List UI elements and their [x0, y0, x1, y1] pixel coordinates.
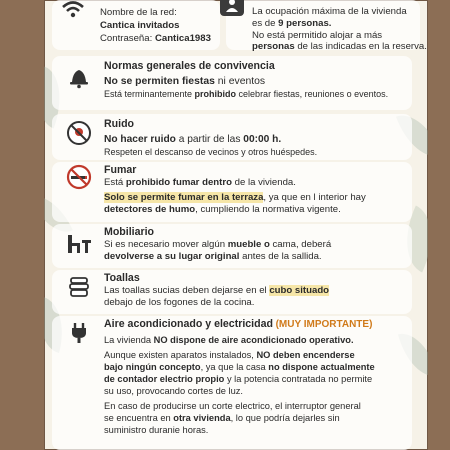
- furniture-icon: [66, 230, 92, 256]
- fumar-l2-hl: Solo se permite fumar en la terraza: [104, 192, 264, 204]
- aire-p2-l4: su uso, provocando cortes de luz.: [104, 386, 244, 396]
- occupancy-card: [226, 0, 427, 53]
- aire-l1-a: La vivienda: [104, 335, 154, 345]
- aire-p2-l3-rest: y la potencia contratada no permite: [224, 374, 373, 384]
- convivencia-l1-rest: ni eventos: [214, 76, 266, 87]
- toallas-title: Toallas: [104, 272, 140, 284]
- house-rules-sheet: [44, 0, 428, 450]
- fumar-l1-bold: prohibido fumar dentro: [125, 177, 232, 188]
- toallas-l2: debajo de los fogones de la cocina.: [104, 297, 255, 309]
- rule-aire: [52, 316, 412, 450]
- password-label: Contraseña:: [100, 33, 153, 44]
- mobiliario-l1-a: Si es necesario mover algún: [104, 239, 228, 250]
- convivencia-l2-a: Está terminantemente: [104, 89, 195, 100]
- power-plug-icon: [66, 320, 92, 346]
- mobiliario-l2-bold: devolverse a su lugar original: [104, 251, 240, 263]
- people-icon: [220, 0, 244, 16]
- ruido-l2: Respeten el descanso de vecinos y otros huéspedes.: [104, 147, 318, 158]
- convivencia-l2-c: celebrar fiestas, reuniones o eventos.: [236, 89, 389, 100]
- aire-p2-l2-b: , ya que la casa: [200, 362, 269, 372]
- toallas-l1-hl: cubo situado: [269, 285, 330, 296]
- rule-mobiliario: [52, 224, 412, 268]
- fumar-l1-a: Está: [104, 177, 126, 188]
- aire-p3-l3: suministro duranie horas.: [104, 425, 209, 435]
- aire-l1-bold: NO dispone de aire acondicionado operativo.: [153, 335, 354, 345]
- fumar-l1-c: de la vivienda.: [231, 177, 296, 188]
- bell-icon: [66, 64, 92, 90]
- wifi-icon: [60, 0, 86, 22]
- network-label: Nombre de la red:: [100, 7, 177, 18]
- towels-icon: [66, 274, 92, 300]
- rule-convivencia: [52, 56, 412, 110]
- password-value: Cantica1983: [154, 33, 211, 44]
- mobiliario-title: Mobiliario: [104, 226, 155, 238]
- aire-p3-l1: En caso de producirse un corte electrico, el interruptor general: [104, 401, 361, 411]
- fumar-l2-rest: , ya que en l interior hay: [263, 192, 366, 204]
- convivencia-l2-bold: prohibido: [194, 89, 237, 100]
- wifi-card: [52, 0, 220, 50]
- aire-p3-l2-bold: otra vivienda: [173, 413, 231, 423]
- occupancy-bold: personas: [252, 41, 295, 53]
- occupancy-line1: La ocupación máxima de la vivienda: [252, 6, 407, 17]
- convivencia-l1-bold: No se permiten fiestas: [104, 76, 215, 87]
- fumar-title: Fumar: [104, 164, 137, 176]
- toallas-l1-a: Las toallas sucias deben dejarse en el: [104, 285, 270, 296]
- network-name: Cantica invitados: [100, 20, 180, 31]
- ruido-title: Ruido: [104, 118, 135, 130]
- occupancy-line3: No está permitido alojar a más: [252, 29, 383, 41]
- rule-toallas: [52, 270, 412, 314]
- convivencia-title: Normas generales de convivencia: [104, 60, 275, 72]
- fumar-l3-rest: , cumpliendo la normativa vigente.: [195, 204, 341, 216]
- no-noise-icon: [66, 120, 92, 146]
- ruido-l1-b: a partir de las: [175, 134, 244, 145]
- aire-p2-l1-a: Aunque existen aparatos instalados,: [104, 350, 257, 360]
- aire-p3-l2-a: se encuentra en: [104, 413, 174, 423]
- mobiliario-l1-b: mueble o: [227, 239, 270, 250]
- ruido-l1-a: No hacer ruido: [104, 134, 176, 145]
- ruido-time: 00:00 h.: [243, 134, 282, 145]
- mobiliario-l1-c: cama, deberá: [269, 239, 332, 250]
- aire-p2-l2-bold2: no dispone actualmente: [268, 362, 375, 372]
- max-people: 9 personas.: [278, 17, 332, 29]
- no-smoking-icon: [66, 164, 92, 190]
- aire-title: Aire acondicionado y electricidad: [104, 318, 273, 330]
- occupancy-rest: de las indicadas en la reserva.: [294, 41, 427, 53]
- aire-p3-l2-c: , lo que podría dejarles sin: [230, 413, 340, 423]
- aire-p2-l2-bold: bajo ningún concepto: [104, 362, 201, 372]
- mobiliario-l2-rest: antes de la sallida.: [239, 251, 322, 263]
- aire-note: (MUY IMPORTANTE): [275, 319, 373, 330]
- occupancy-line2a: es de: [252, 17, 279, 29]
- rule-fumar: [52, 162, 412, 222]
- rule-ruido: [52, 114, 412, 160]
- aire-p2-l3-bold: de contador electrio propio: [104, 374, 225, 384]
- aire-p2-l1-bold: NO deben encenderse: [256, 350, 355, 360]
- fumar-l3-bold: detectores de humo: [104, 204, 196, 216]
